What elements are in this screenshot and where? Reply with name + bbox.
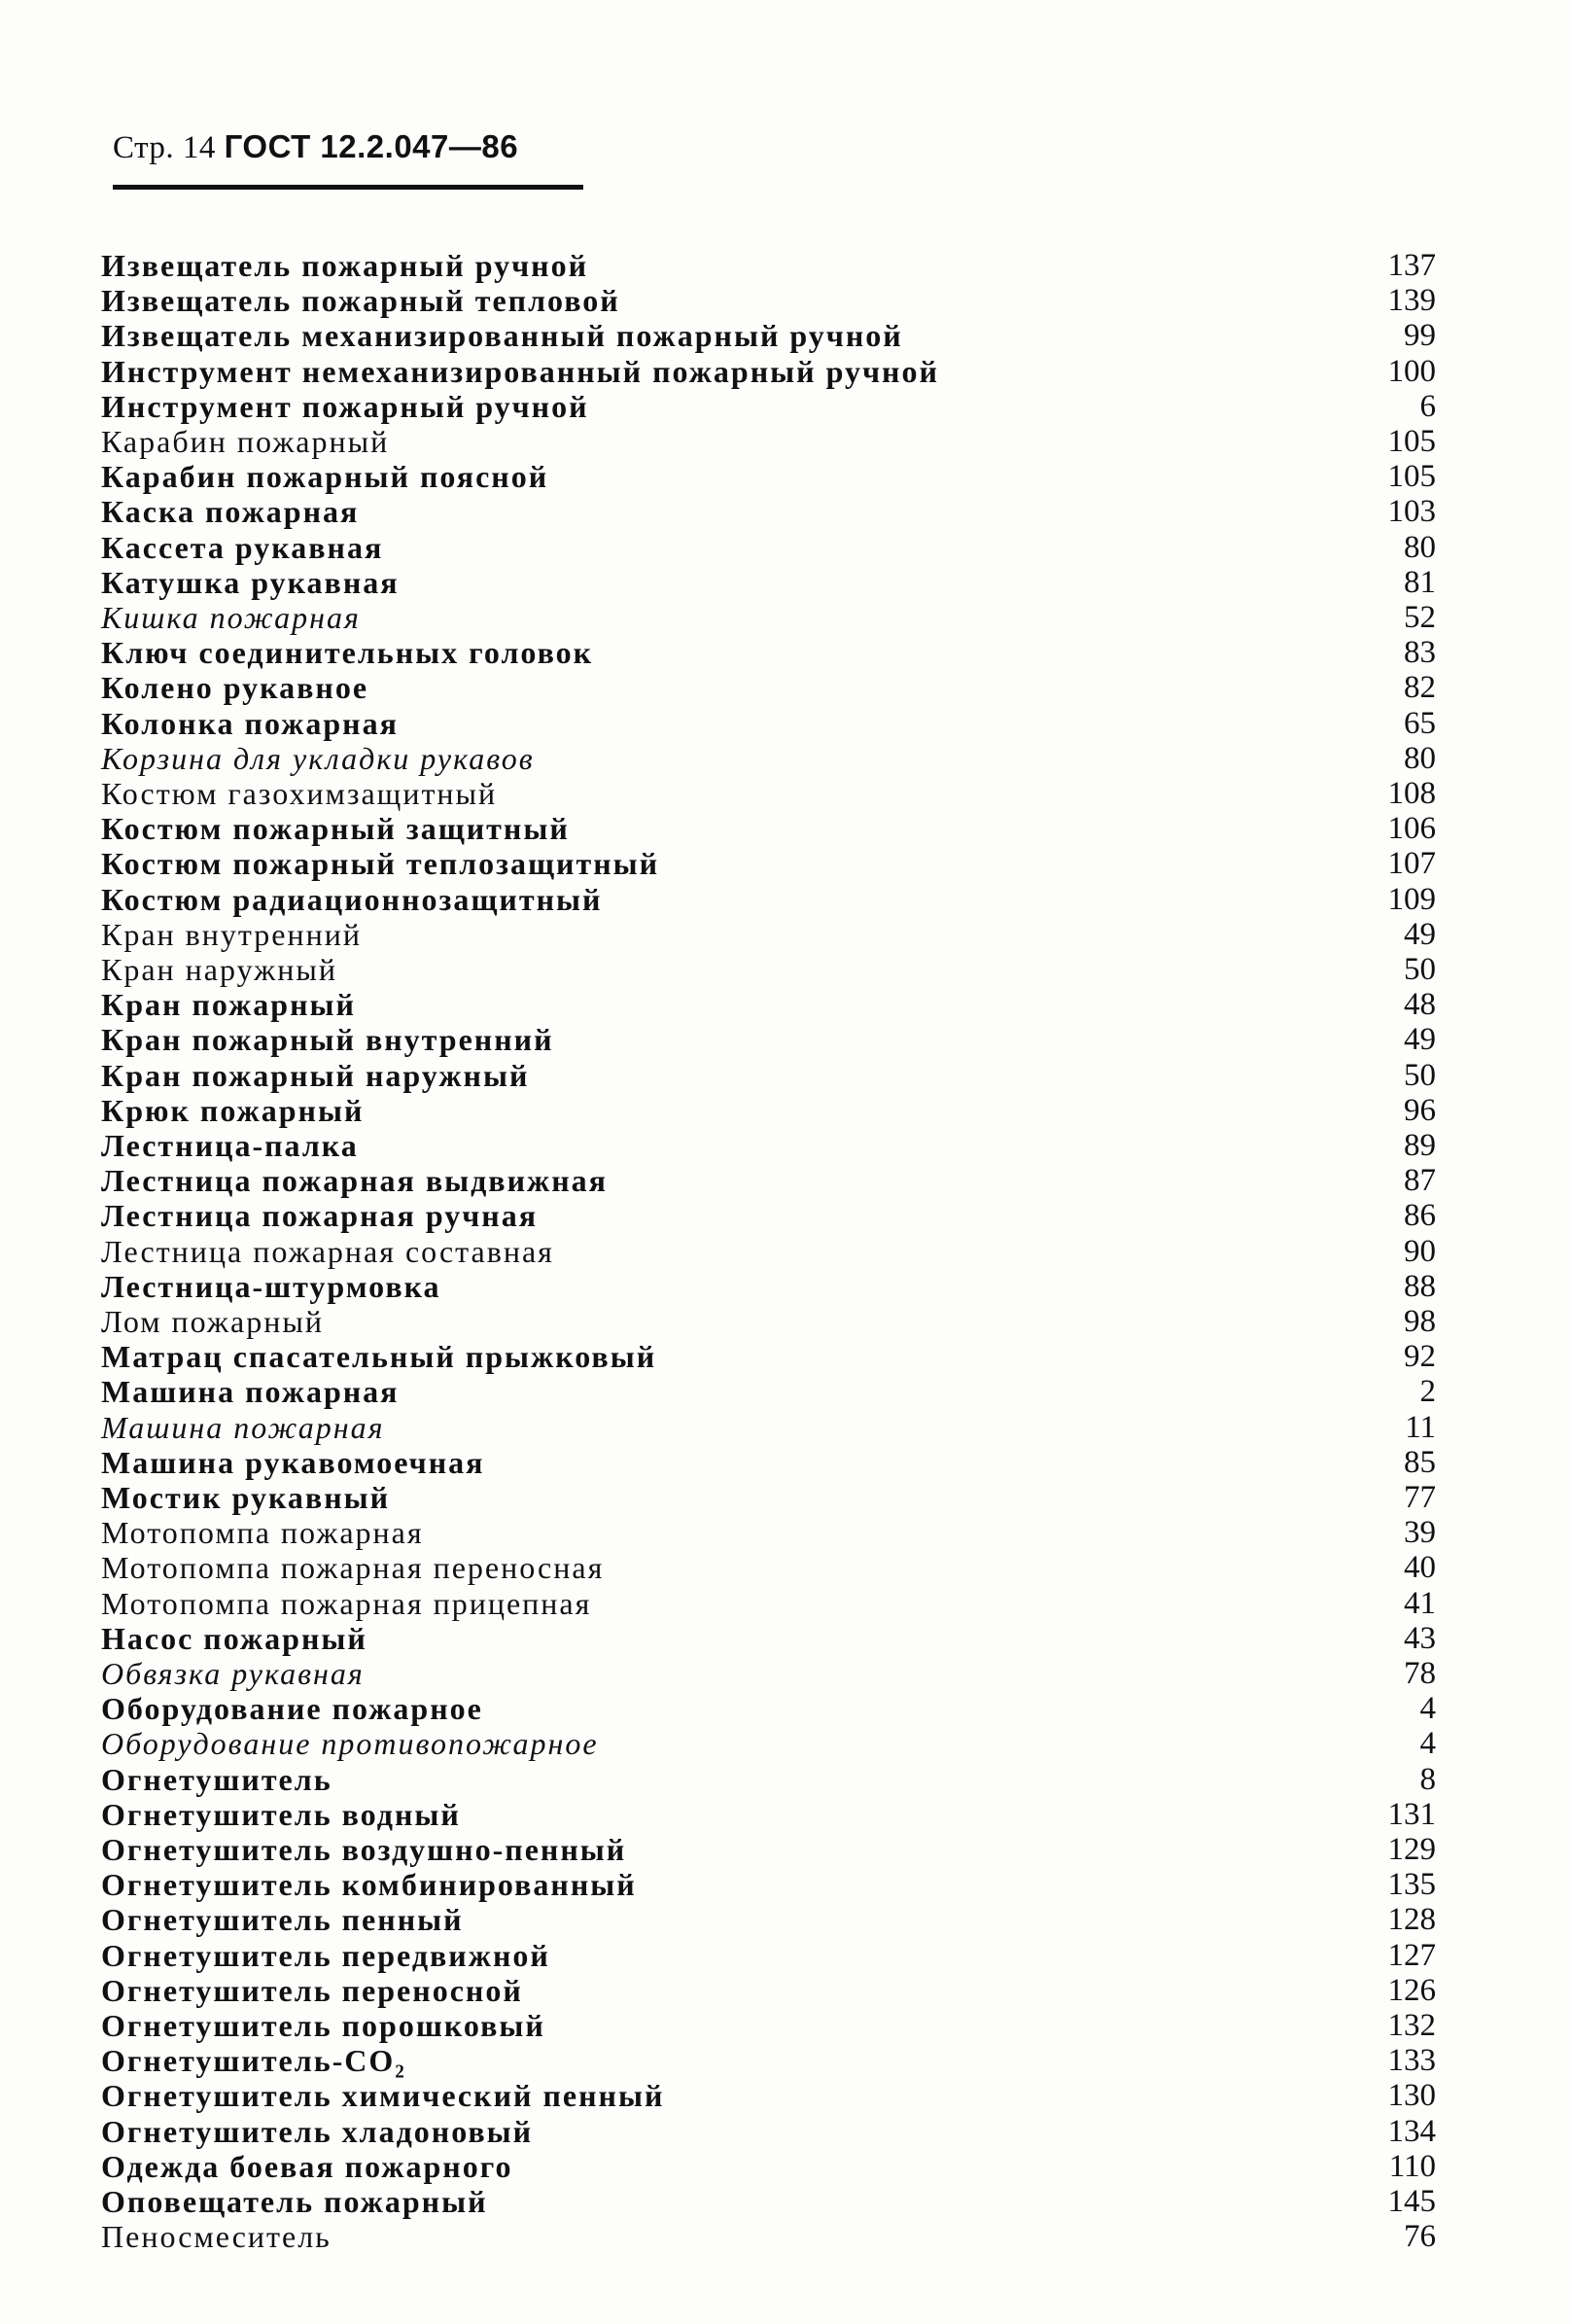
index-term: Кран пожарный внутренний [101, 1022, 554, 1058]
index-entry [0, 1269, 1572, 1304]
index-entry [0, 1374, 1572, 1409]
index-term: Оборудование пожарное [101, 1691, 483, 1727]
index-page-number: 96 [1404, 1092, 1436, 1128]
index-page-number: 105 [1387, 424, 1436, 459]
index-term: Огнетушитель-CO₂ [101, 2043, 406, 2079]
index-term: Костюм пожарный теплозащитный [101, 846, 660, 882]
index-term: Огнетушитель хладоновый [101, 2113, 534, 2149]
index-term: Каска пожарная [101, 494, 360, 530]
index-entry [0, 1867, 1572, 1902]
index-term: Оповещатель пожарный [101, 2184, 488, 2219]
index-entry [0, 1938, 1572, 1973]
index-entry [0, 1550, 1572, 1585]
index-term: Мостик рукавный [101, 1480, 391, 1515]
index-term: Извещатель пожарный тепловой [101, 283, 620, 319]
index-entry [0, 1832, 1572, 1867]
index-entry [0, 1022, 1572, 1057]
index-page-number: 134 [1387, 2113, 1436, 2149]
index-term: Огнетушитель передвижной [101, 1937, 550, 1973]
index-page-number: 43 [1404, 1620, 1436, 1656]
index-term: Кран наружный [101, 952, 338, 987]
index-term: Насос пожарный [101, 1620, 367, 1656]
index-page-number: 65 [1404, 705, 1436, 741]
index-entry [0, 1198, 1572, 1233]
index-term: Ключ соединительных головок [101, 635, 594, 671]
index-term: Одежда боевая пожарного [101, 2148, 513, 2184]
index-entry [0, 459, 1572, 494]
index-entry [0, 1656, 1572, 1691]
index-page-number: 108 [1387, 776, 1436, 811]
index-entry [0, 846, 1572, 881]
index-entry [0, 354, 1572, 389]
index-page-number: 41 [1404, 1585, 1436, 1621]
index-entry [0, 1797, 1572, 1832]
index-page-number: 8 [1419, 1761, 1436, 1797]
index-entry [0, 1410, 1572, 1445]
index-page-number: 50 [1404, 1057, 1436, 1093]
index-page-number: 52 [1404, 600, 1436, 635]
index-entry [0, 1163, 1572, 1198]
index-term: Машина рукавомоечная [101, 1444, 485, 1480]
index-page-number: 4 [1419, 1691, 1436, 1727]
index-term: Лестница пожарная ручная [101, 1198, 539, 1234]
index-entry [0, 917, 1572, 952]
index-page-number: 92 [1404, 1339, 1436, 1375]
index-entry [0, 565, 1572, 600]
index-page-number: 106 [1387, 811, 1436, 847]
index-page-number: 129 [1387, 1832, 1436, 1867]
index-page-number: 87 [1404, 1163, 1436, 1199]
index-term: Карабин пожарный [101, 424, 390, 459]
index-term: Инструмент немеханизированный пожарный ручной [101, 353, 939, 389]
index-entry [0, 318, 1572, 353]
index-term: Огнетушитель порошковый [101, 2008, 545, 2043]
index-page-number: 109 [1387, 881, 1436, 917]
index-page-number: 86 [1404, 1198, 1436, 1234]
index-page-number: 107 [1387, 846, 1436, 882]
index-page-number: 132 [1387, 2008, 1436, 2043]
index-entry [0, 1586, 1572, 1621]
index-term: Кран внутренний [101, 916, 362, 952]
index-entry [0, 1726, 1572, 1761]
page-label: Стр. 14 [113, 130, 216, 165]
index-term: Колено рукавное [101, 670, 369, 706]
index-term: Лестница пожарная составная [101, 1233, 554, 1269]
index-page-number: 6 [1419, 388, 1436, 424]
index-entry [0, 2184, 1572, 2219]
index-page-number: 11 [1405, 1409, 1436, 1445]
index-entry [0, 1691, 1572, 1726]
index-entry [0, 1515, 1572, 1550]
index-term: Огнетушитель [101, 1761, 332, 1797]
index-page-number: 49 [1404, 1022, 1436, 1058]
index-entry [0, 952, 1572, 987]
index-term: Мотопомпа пожарная переносная [101, 1550, 605, 1586]
index-entry [0, 741, 1572, 776]
index-page-number: 82 [1404, 670, 1436, 706]
index-term: Крюк пожарный [101, 1092, 365, 1128]
index-entry [0, 1339, 1572, 1374]
index-term: Пеносмеситель [101, 2219, 332, 2255]
index-entry [0, 1621, 1572, 1656]
index-term: Огнетушитель воздушно-пенный [101, 1832, 627, 1867]
index-page-number: 50 [1404, 952, 1436, 987]
index-page-number: 2 [1419, 1374, 1436, 1410]
index-page-number: 76 [1404, 2219, 1436, 2255]
index-term: Матрац спасательный прыжковый [101, 1339, 657, 1375]
index-entry [0, 776, 1572, 811]
index-term: Огнетушитель комбинированный [101, 1867, 637, 1903]
index-page-number: 135 [1387, 1867, 1436, 1903]
index-term: Костюм газохимзащитный [101, 776, 498, 811]
index-entry [0, 1058, 1572, 1093]
standard-designation: ГОСТ 12.2.047—86 [224, 128, 519, 164]
index-page-number: 48 [1404, 987, 1436, 1023]
index-term: Лестница пожарная выдвижная [101, 1163, 608, 1199]
index-term: Кран пожарный наружный [101, 1057, 530, 1093]
index-page-number: 85 [1404, 1444, 1436, 1480]
index-entry [0, 494, 1572, 529]
index-term: Огнетушитель химический пенный [101, 2078, 665, 2114]
index-term: Мотопомпа пожарная прицепная [101, 1585, 592, 1621]
index-term: Огнетушитель переносной [101, 1972, 523, 2008]
index-page-number: 145 [1387, 2184, 1436, 2219]
index-page-number: 88 [1404, 1268, 1436, 1304]
index-entry [0, 1128, 1572, 1163]
index-page-number: 98 [1404, 1304, 1436, 1339]
index-term: Огнетушитель водный [101, 1796, 461, 1832]
index-term: Мотопомпа пожарная [101, 1515, 424, 1551]
index-entry [0, 2149, 1572, 2184]
index-page-number: 130 [1387, 2078, 1436, 2114]
index-page-number: 90 [1404, 1233, 1436, 1269]
index-page-number: 77 [1404, 1480, 1436, 1515]
index-page-number: 128 [1387, 1902, 1436, 1938]
index-entry [0, 1973, 1572, 2008]
index-term: Извещатель механизированный пожарный ручной [101, 318, 903, 354]
index-entry [0, 2219, 1572, 2254]
index-entry [0, 424, 1572, 459]
index-page-number: 39 [1404, 1515, 1436, 1551]
index-entry [0, 811, 1572, 846]
index-page-number: 78 [1404, 1656, 1436, 1691]
index-page-number: 100 [1387, 353, 1436, 389]
index-entry [0, 706, 1572, 741]
index-term: Лом пожарный [101, 1304, 324, 1339]
index-page-number: 131 [1387, 1796, 1436, 1832]
index-entry [0, 635, 1572, 670]
index-term: Корзина для укладки рукавов [101, 740, 535, 776]
index-entry [0, 1445, 1572, 1480]
index-entry [0, 2008, 1572, 2043]
index-entry [0, 2043, 1572, 2078]
index-entry [0, 1234, 1572, 1269]
index-term: Оборудование противопожарное [101, 1726, 599, 1762]
index-entry [0, 1304, 1572, 1339]
index-entry [0, 248, 1572, 283]
index-page-number: 49 [1404, 916, 1436, 952]
index-term: Кран пожарный [101, 987, 356, 1023]
index-term: Обвязка рукавная [101, 1656, 365, 1691]
index-entry [0, 600, 1572, 635]
index-entry [0, 670, 1572, 705]
index-page-number: 137 [1387, 248, 1436, 283]
index-entry [0, 1762, 1572, 1797]
index-term: Лестница-палка [101, 1128, 359, 1163]
index-entry [0, 530, 1572, 565]
index-page-number: 99 [1404, 318, 1436, 354]
index-entry [0, 2114, 1572, 2149]
index-page-number: 4 [1419, 1726, 1436, 1762]
index-entry [0, 389, 1572, 424]
index-page-number: 80 [1404, 740, 1436, 776]
index-page-number: 89 [1404, 1128, 1436, 1163]
index-term: Костюм радиационнозащитный [101, 881, 603, 917]
index-term: Лестница-штурмовка [101, 1268, 441, 1304]
index-term: Машина пожарная [101, 1409, 385, 1445]
index-page-number: 133 [1387, 2043, 1436, 2079]
index-term: Карабин пожарный поясной [101, 459, 549, 495]
index-entry [0, 1902, 1572, 1937]
index-entry [0, 1480, 1572, 1515]
index-page-number: 127 [1387, 1937, 1436, 1973]
index-page-number: 81 [1404, 564, 1436, 600]
index-entry [0, 2078, 1572, 2113]
index-entry [0, 987, 1572, 1022]
index-term: Кассета рукавная [101, 529, 384, 565]
index-page-number: 110 [1388, 2148, 1436, 2184]
index-page-number: 126 [1387, 1972, 1436, 2008]
index-page-number: 80 [1404, 529, 1436, 565]
index-page-number: 83 [1404, 635, 1436, 671]
index-entry [0, 882, 1572, 917]
index-term: Костюм пожарный защитный [101, 811, 570, 847]
index-page-number: 139 [1387, 283, 1436, 319]
index-term: Машина пожарная [101, 1374, 400, 1410]
index-entry [0, 1093, 1572, 1128]
index-entry [0, 283, 1572, 318]
index-page-number: 105 [1387, 459, 1436, 495]
index-page-number: 103 [1387, 494, 1436, 530]
index-term: Извещатель пожарный ручной [101, 248, 589, 283]
index-page-number: 40 [1404, 1550, 1436, 1586]
index-term: Колонка пожарная [101, 705, 399, 741]
index-term: Катушка рукавная [101, 564, 400, 600]
index-term: Кишка пожарная [101, 600, 361, 635]
index-term: Огнетушитель пенный [101, 1902, 464, 1938]
index-term: Инструмент пожарный ручной [101, 388, 589, 424]
